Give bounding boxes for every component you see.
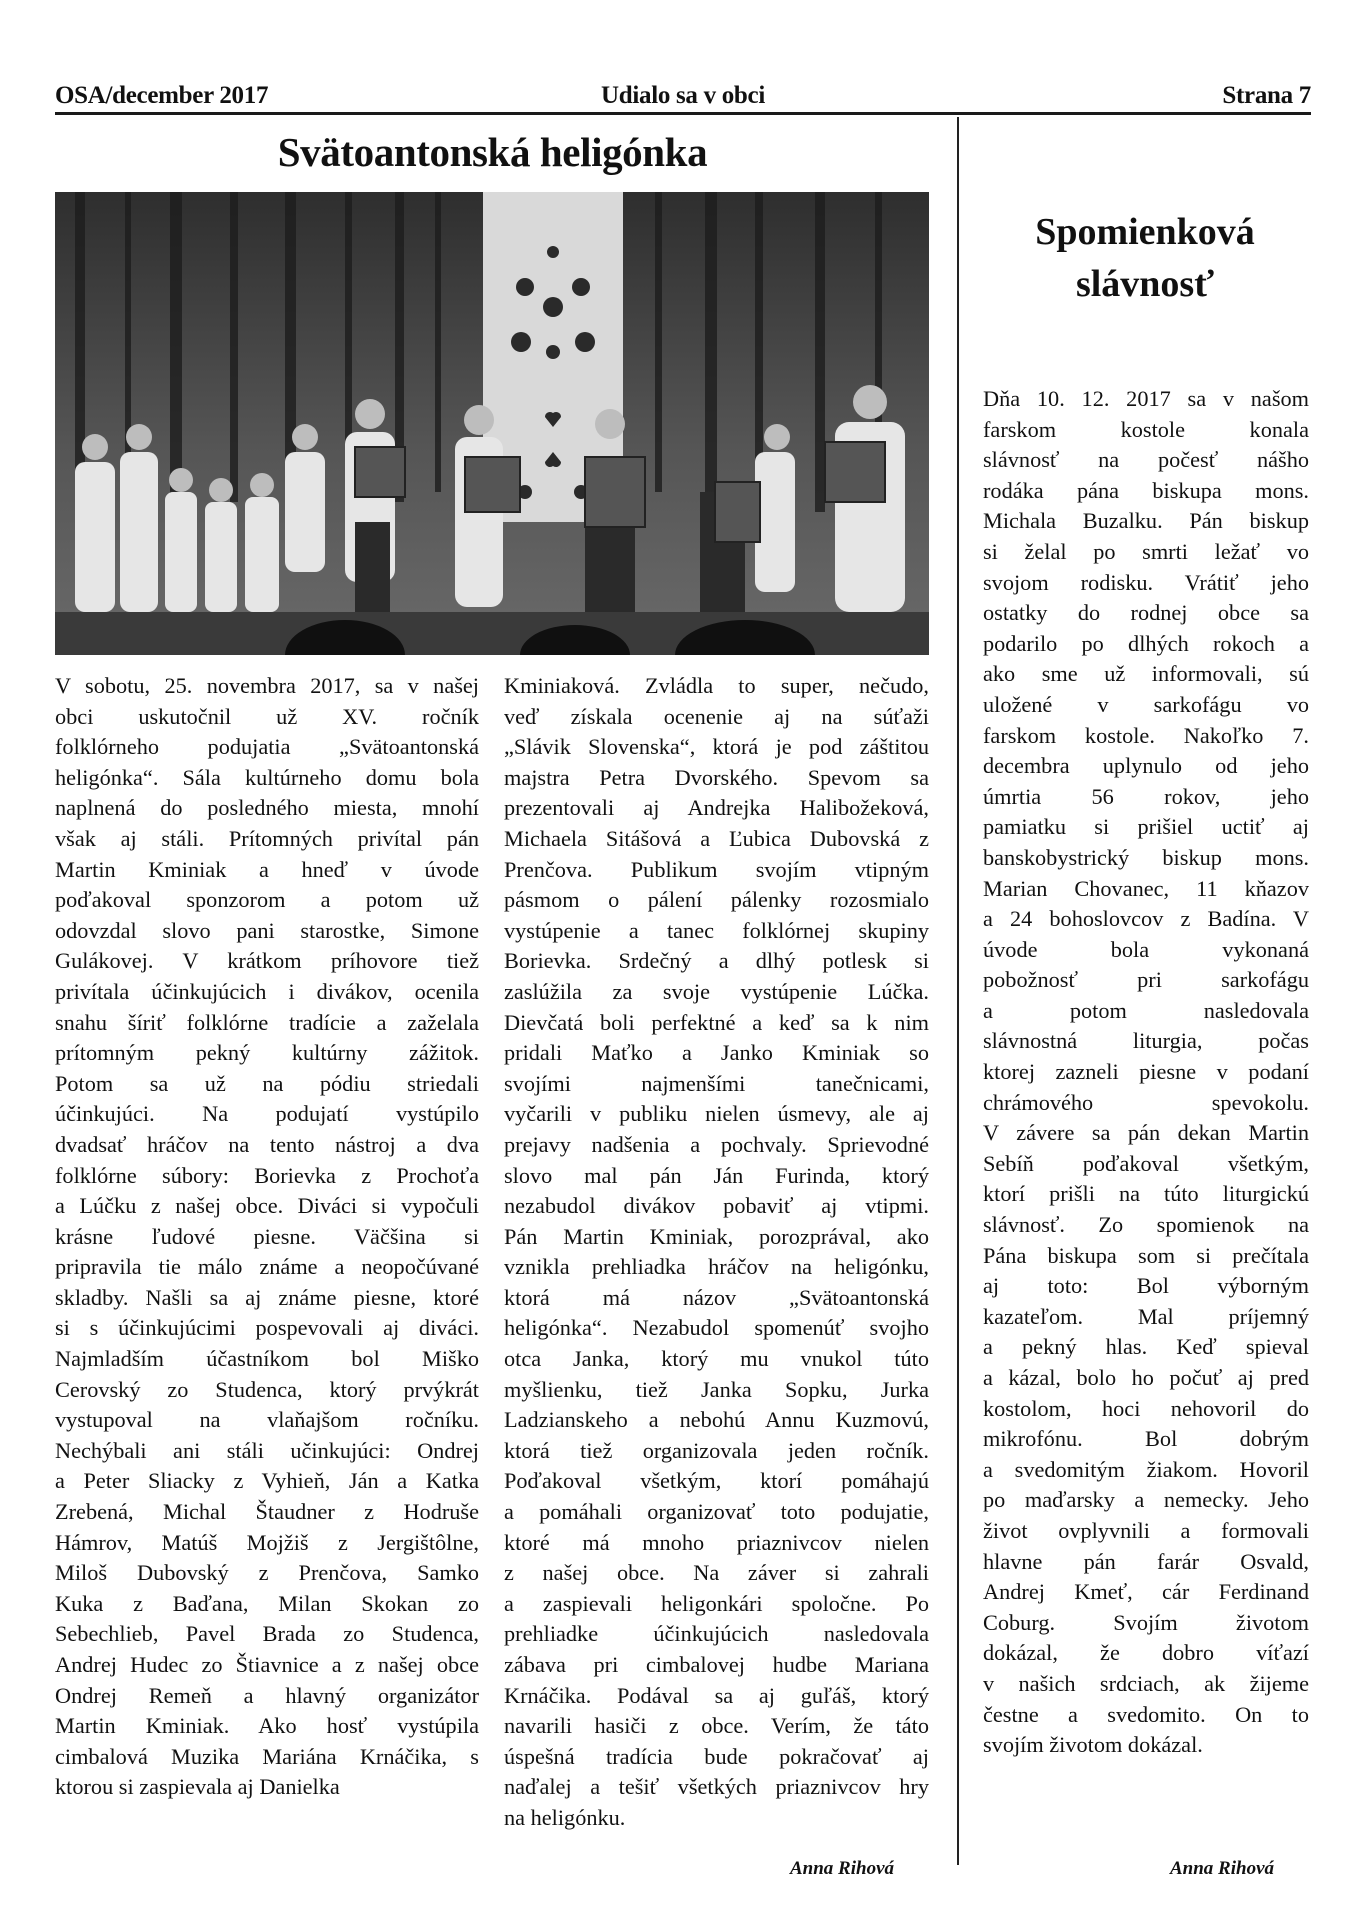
- text-line: úvode bola vykonaná: [983, 936, 1309, 962]
- text-line: aj toto: Bol výborným: [983, 1273, 1309, 1299]
- text-line: zaslúžila za svoje vystúpenie Lúčka.: [504, 978, 929, 1004]
- text-line: ktorej zazneli piesne v podaní: [983, 1059, 1309, 1085]
- text-line: svojom rodisku. Vrátiť jeho: [983, 569, 1309, 595]
- text-line: obci uskutočnil už XV. ročník: [55, 703, 479, 729]
- text-line: Michala Buzalku. Pán biskup: [983, 508, 1309, 534]
- text-line: dvadsať hráčov na tento nástroj a dva: [55, 1131, 479, 1157]
- text-line: farskom kostole konala: [983, 416, 1309, 442]
- text-line: ostatky do rodnej obce sa: [983, 600, 1309, 626]
- text-line: slávnosť. Zo spomienok na: [983, 1212, 1309, 1238]
- text-line: pamiatku si prišiel uctiť aj: [983, 814, 1309, 840]
- article-title-heligonka: Svätoantonská heligónka: [277, 129, 708, 175]
- title-line-2: slávnosť: [1075, 263, 1215, 305]
- text-line: ktoré má mnoho priaznivcov nielen: [504, 1529, 929, 1555]
- text-line: privítala účinkujúcich i divákov, ocenila: [55, 978, 479, 1004]
- text-line: myšlienku, tiež Janka Sopku, Jurka: [504, 1376, 929, 1402]
- text-line: účinkujúci. Na podujatí vystúpilo: [55, 1101, 479, 1127]
- text-line: ktorou si zaspievala aj Danielka: [55, 1774, 340, 1800]
- text-line: život ovplyvnili a formovali: [983, 1517, 1309, 1543]
- text-line: farskom kostole. Nakoľko 7.: [983, 722, 1309, 748]
- folk-musicians-photo: [55, 192, 929, 655]
- text-line: Sebechlieb, Pavel Brada zo Studenca,: [55, 1621, 479, 1647]
- header-rule: [55, 112, 1311, 115]
- text-line: kostolom, hoci nehovoril do: [983, 1395, 1309, 1421]
- text-line: banskobystrický biskup mons.: [983, 844, 1309, 870]
- text-line: Hámrov, Matúš Mojžiš z Jergištôlne,: [55, 1529, 479, 1555]
- text-line: Ladzianskeho a nebohú Annu Kuzmovú,: [504, 1407, 929, 1433]
- text-line: úspešná tradícia bude pokračovať aj: [504, 1743, 929, 1769]
- text-line: vyčarili v publiku nielen úsmevy, ale aj: [504, 1101, 929, 1127]
- text-line: slávnostná liturgia, počas: [983, 1028, 1309, 1054]
- text-line: svojími najmenšími tanečnicami,: [504, 1070, 929, 1096]
- text-line: chrámového spevokolu.: [983, 1089, 1309, 1115]
- text-line: a zaspievali heligonkári spoločne. Po: [504, 1590, 929, 1616]
- author-signature: Anna Rihová: [1170, 1858, 1275, 1879]
- text-line: Sebíň poďakoval všetkým,: [983, 1150, 1309, 1176]
- text-line: Michaela Sitášová a Ľubica Dubovská z: [504, 825, 929, 851]
- text-line: podarilo po dlhých rokoch a: [983, 630, 1309, 656]
- text-line: si želal po smrti ležať vo: [983, 538, 1309, 564]
- text-line: a Peter Sliacky z Vyhieň, Ján a Katka: [55, 1468, 479, 1494]
- text-line: prítomným pekný kultúrny zážitok.: [55, 1040, 479, 1066]
- text-line: pásmom o pálení pálenky rozosmialo: [504, 887, 929, 913]
- text-line: si s účinkujúcimi pospevovali aj diváci.: [55, 1315, 479, 1341]
- text-line: veď získala ocenenie aj na súťaži: [504, 703, 929, 729]
- text-line: a pekný hlas. Keď spieval: [983, 1334, 1309, 1360]
- text-line: mikrofónu. Bol dobrým: [983, 1426, 1309, 1452]
- text-line: Prenčova. Publikum svojím vtipným: [504, 856, 929, 882]
- text-line: Cerovský zo Studenca, ktorý prvýkrát: [55, 1376, 479, 1402]
- text-line: Najmladším účastníkom bol Miško: [55, 1346, 479, 1372]
- text-line: uložené v sarkofágu vo: [983, 691, 1309, 717]
- text-line: rodáka pána biskupa mons.: [983, 477, 1309, 503]
- page-number: Strana 7: [1222, 82, 1311, 109]
- text-line: Pán Martin Kminiak, porozprával, ako: [504, 1223, 929, 1249]
- text-line: a potom nasledovala: [983, 997, 1309, 1023]
- text-line: Andrej Hudec zo Štiavnice a z našej obce: [55, 1652, 479, 1677]
- text-line: po maďarsky a nemecky. Jeho: [983, 1487, 1309, 1513]
- text-line: ktorá má názov „Svätoantonská: [504, 1284, 929, 1310]
- text-line: Marian Chovanec, 11 kňazov: [983, 875, 1309, 901]
- text-line: prejavy nadšenia a pochvaly. Sprievodné: [504, 1131, 929, 1157]
- text-line: navarili hasiči z obce. Verím, že táto: [504, 1713, 929, 1739]
- author-signature: Anna Rihová: [790, 1858, 895, 1879]
- article-photo: [55, 192, 929, 655]
- text-line: Krnáčika. Podával sa aj guľáš, ktorý: [504, 1682, 929, 1708]
- text-line: hlavne pán farár Osvald,: [983, 1548, 1309, 1574]
- text-line: heligónka“. Nezabudol spomenúť svojho: [504, 1315, 929, 1341]
- text-line: otca Janka, ktorý mu vnukol túto: [504, 1346, 929, 1372]
- text-line: naďalej a tešiť všetkých priaznivcov hry: [504, 1774, 929, 1800]
- text-line: pridali Maťko a Janko Kminiak so: [504, 1040, 929, 1066]
- title-line-1: Spomienková: [1035, 211, 1255, 253]
- text-line: Potom sa už na pódiu striedali: [55, 1070, 479, 1096]
- text-line: Ondrej Remeň a hlavný organizátor: [55, 1682, 479, 1708]
- text-line: heligónka“. Sála kultúrneho domu bola: [55, 764, 479, 790]
- text-line: Andrej Kmeť, cár Ferdinand: [983, 1579, 1309, 1605]
- text-line: poďakoval sponzorom a potom už: [55, 887, 479, 913]
- text-line: zábava pri cimbalovej hudbe Mariana: [504, 1652, 929, 1677]
- text-line: V závere sa pán dekan Martin: [983, 1120, 1309, 1146]
- text-line: úmrtia 56 rokov, jeho: [983, 783, 1309, 809]
- text-line: naplnená do posledného miesta, mnohí: [55, 795, 479, 821]
- column-divider: [957, 117, 959, 1865]
- text-line: decembra uplynulo od jeho: [983, 753, 1309, 779]
- text-line: a svedomitým žiakom. Hovoril: [983, 1456, 1309, 1482]
- text-line: ktorí prišli na túto liturgickú: [983, 1181, 1309, 1207]
- text-line: Poďakoval všetkým, ktorí pomáhajú: [504, 1468, 929, 1494]
- text-line: na heligónku.: [504, 1804, 626, 1830]
- text-line: ako sme už informovali, sú: [983, 661, 1309, 687]
- article-body-column-2: [504, 671, 929, 1834]
- text-line: v našich srdciach, ak žijeme: [983, 1670, 1309, 1696]
- text-line: krásne ľudové piesne. Väčšina si: [55, 1223, 479, 1249]
- text-line: prezentovali aj Andrejka Halibožeková,: [504, 795, 929, 821]
- text-line: dokázal, že dobro víťazí: [983, 1640, 1309, 1666]
- section-label: Udialo sa v obci: [601, 82, 765, 109]
- text-line: V sobotu, 25. novembra 2017, sa v našej: [55, 673, 479, 698]
- text-line: Gulákovej. V krátkom príhovore tiež: [55, 948, 479, 974]
- text-line: cimbalová Muzika Mariána Krnáčika, s: [55, 1743, 479, 1769]
- text-line: Dievčatá boli perfektné a keď sa k nim: [504, 1009, 929, 1035]
- text-line: vznikla prehliadka hráčov na heligónku,: [504, 1254, 929, 1280]
- article-body-column-1: [55, 671, 479, 1803]
- text-line: svojím životom dokázal.: [983, 1732, 1203, 1758]
- text-line: vystúpenie a tanec folklórnej skupiny: [504, 917, 929, 943]
- text-line: Martin Kminiak. Ako hosť vystúpila: [55, 1713, 479, 1739]
- text-line: prehliadke účinkujúcich nasledovala: [504, 1621, 929, 1647]
- issue-label: OSA/december 2017: [55, 82, 269, 109]
- text-line: snahu šíriť folklórne tradície a zaželala: [55, 1009, 479, 1035]
- text-line: čestne a svedomito. On to: [983, 1701, 1309, 1727]
- text-line: skladby. Našli sa aj známe piesne, ktoré: [55, 1284, 479, 1310]
- text-line: kazateľom. Mal príjemný: [983, 1303, 1309, 1329]
- text-line: však aj stáli. Prítomných privítal pán: [55, 825, 479, 851]
- text-line: Kuka z Baďana, Milan Skokan zo: [55, 1590, 479, 1616]
- text-line: slávnosť na počesť nášho: [983, 447, 1309, 473]
- text-line: a Lúčku z našej obce. Diváci si vypočuli: [55, 1193, 479, 1219]
- text-line: folklórne súbory: Borievka z Prochoťa: [55, 1162, 479, 1188]
- text-line: Pána biskupa som si prečítala: [983, 1242, 1309, 1268]
- text-line: Nechýbali ani stáli učinkujúci: Ondrej: [55, 1437, 479, 1463]
- text-line: Coburg. Svojím životom: [983, 1609, 1309, 1635]
- text-line: folklórneho podujatia „Svätoantonská: [55, 734, 479, 760]
- text-line: „Slávik Slovenska“, ktorá je pod záštitou: [504, 734, 929, 760]
- text-line: a kázal, bolo ho počuť aj pred: [983, 1365, 1309, 1390]
- text-line: a pomáhali organizovať toto podujatie,: [504, 1499, 929, 1525]
- article-title-spomienkova: [975, 206, 1315, 310]
- text-line: nezabudol divákov pobaviť aj vtipmi.: [504, 1193, 929, 1219]
- text-line: z našej obce. Na záver si zahrali: [504, 1560, 929, 1586]
- text-line: ktorá tiež organizovala jeden ročník.: [504, 1437, 929, 1463]
- text-line: Miloš Dubovský z Prenčova, Samko: [55, 1560, 479, 1586]
- text-line: slovo mal pán Ján Furinda, ktorý: [504, 1162, 929, 1188]
- text-line: a 24 bohoslovcov z Badína. V: [983, 906, 1309, 932]
- text-line: Zrebená, Michal Štaudner z Hodruše: [55, 1499, 479, 1525]
- text-line: Martin Kminiak a hneď v úvode: [55, 856, 479, 882]
- text-line: majstra Petra Dvorského. Spevom sa: [504, 764, 929, 790]
- text-line: pripravila tie málo známe a neopočúvané: [55, 1254, 479, 1280]
- text-line: Dňa 10. 12. 2017 sa v našom: [983, 386, 1309, 411]
- text-line: pobožnosť pri sarkofágu: [983, 967, 1309, 993]
- text-line: odovzdal slovo pani starostke, Simone: [55, 917, 479, 943]
- text-line: Kminiaková. Zvládla to super, nečudo,: [504, 673, 929, 698]
- text-line: vystupoval na vlaňajšom ročníku.: [55, 1407, 479, 1433]
- article-body-column-3: [983, 384, 1309, 1761]
- text-line: Borievka. Srdečný a dlhý potlesk si: [504, 948, 929, 974]
- page-header: [55, 76, 1311, 110]
